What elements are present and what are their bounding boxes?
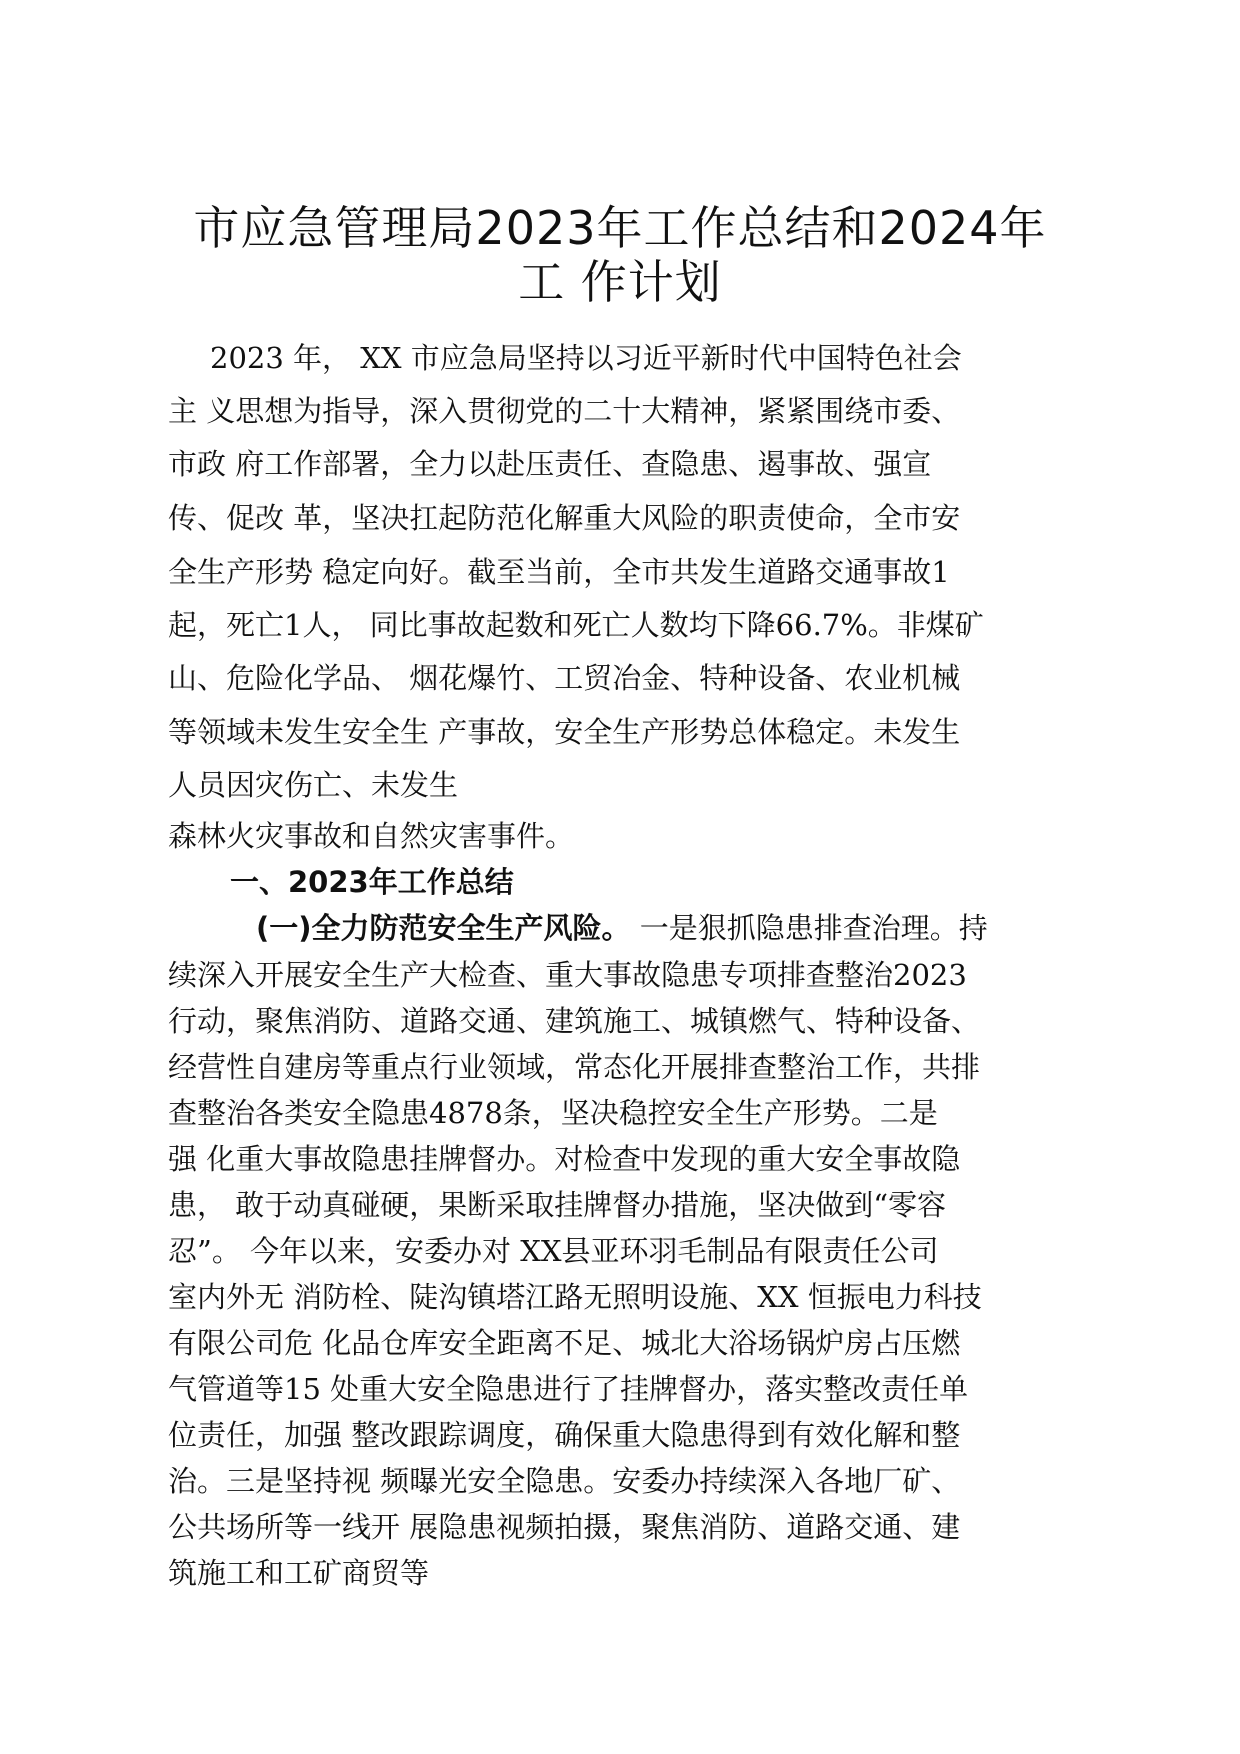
intro-line: 森林火灾事故和自然灾害事件。 <box>168 819 575 853</box>
intro-line: 山、危险化学品、 烟花爆竹、工贸冶金、特种设备、农业机械 <box>168 661 961 695</box>
body-line: 室内外无 消防栓、陡沟镇塔江路无照明设施、XX 恒振电力科技 <box>168 1280 982 1314</box>
body-line: 有限公司危 化品仓库安全距离不足、城北大浴场锅炉房占压燃 <box>168 1326 961 1360</box>
section-heading: 一、2023年工作总结 <box>230 865 514 899</box>
subsection-first-line <box>256 911 1156 945</box>
intro-line: 市政 府工作部署，全力以赴压责任、查隐患、遏事故、强宣 <box>168 447 932 481</box>
body-line: 治。三是坚持视 频曝光安全隐患。安委办持续深入各地厂矿、 <box>168 1464 961 1498</box>
document-title-line-1: 市应急管理局2023年工作总结和2024年 <box>193 201 1047 255</box>
body-line: 公共场所等一线开 展隐患视频拍摄，聚焦消防、道路交通、建 <box>168 1510 961 1544</box>
body-line: 筑施工和工矿商贸等 <box>168 1556 430 1590</box>
body-line: 气管道等15 处重大安全隐患进行了挂牌督办，落实整改责任单 <box>168 1372 969 1406</box>
intro-line: 等领域未发生安全生 产事故，安全生产形势总体稳定。未发生 <box>168 715 961 749</box>
intro-line: 2023 年， XX 市应急局坚持以习近平新时代中国特色社会 <box>210 341 962 375</box>
body-line: 患， 敢于动真碰硬，果断采取挂牌督办措施，坚决做到“零容 <box>168 1188 947 1222</box>
body-line: 位责任，加强 整改跟踪调度，确保重大隐患得到有效化解和整 <box>168 1418 961 1452</box>
intro-line: 人员因灾伤亡、未发生 <box>168 768 459 802</box>
document-title-line-2: 工 作计划 <box>518 255 722 309</box>
body-line: 查整治各类安全隐患4878条，坚决稳控安全生产形势。二是 <box>168 1096 938 1130</box>
body-line: 行动，聚焦消防、道路交通、建筑施工、城镇燃气、特种设备、 <box>168 1004 981 1038</box>
intro-line: 起，死亡1人， 同比事故起数和死亡人数均下降66.7%。非煤矿 <box>168 608 984 642</box>
body-line: 续深入开展安全生产大检查、重大事故隐患专项排查整治2023 <box>168 958 967 992</box>
intro-line: 主 义思想为指导，深入贯彻党的二十大精神，紧紧围绕市委、 <box>168 394 961 428</box>
subsection-first-line-text: 一是狠抓隐患排查治理。持 <box>630 911 988 945</box>
intro-line: 全生产形势 稳定向好。截至当前，全市共发生道路交通事故1 <box>168 555 950 589</box>
intro-line: 传、促改 革，坚决扛起防范化解重大风险的职责使命，全市安 <box>168 501 961 535</box>
body-line: 忍”。 今年以来，安委办对 XX县亚环羽毛制品有限责任公司 <box>168 1234 939 1268</box>
body-line: 经营性自建房等重点行业领域，常态化开展排查整治工作，共排 <box>168 1050 981 1084</box>
subsection-heading: (一)全力防范安全生产风险。 <box>256 911 631 945</box>
body-line: 强 化重大事故隐患挂牌督办。对检查中发现的重大安全事故隐 <box>168 1142 961 1176</box>
